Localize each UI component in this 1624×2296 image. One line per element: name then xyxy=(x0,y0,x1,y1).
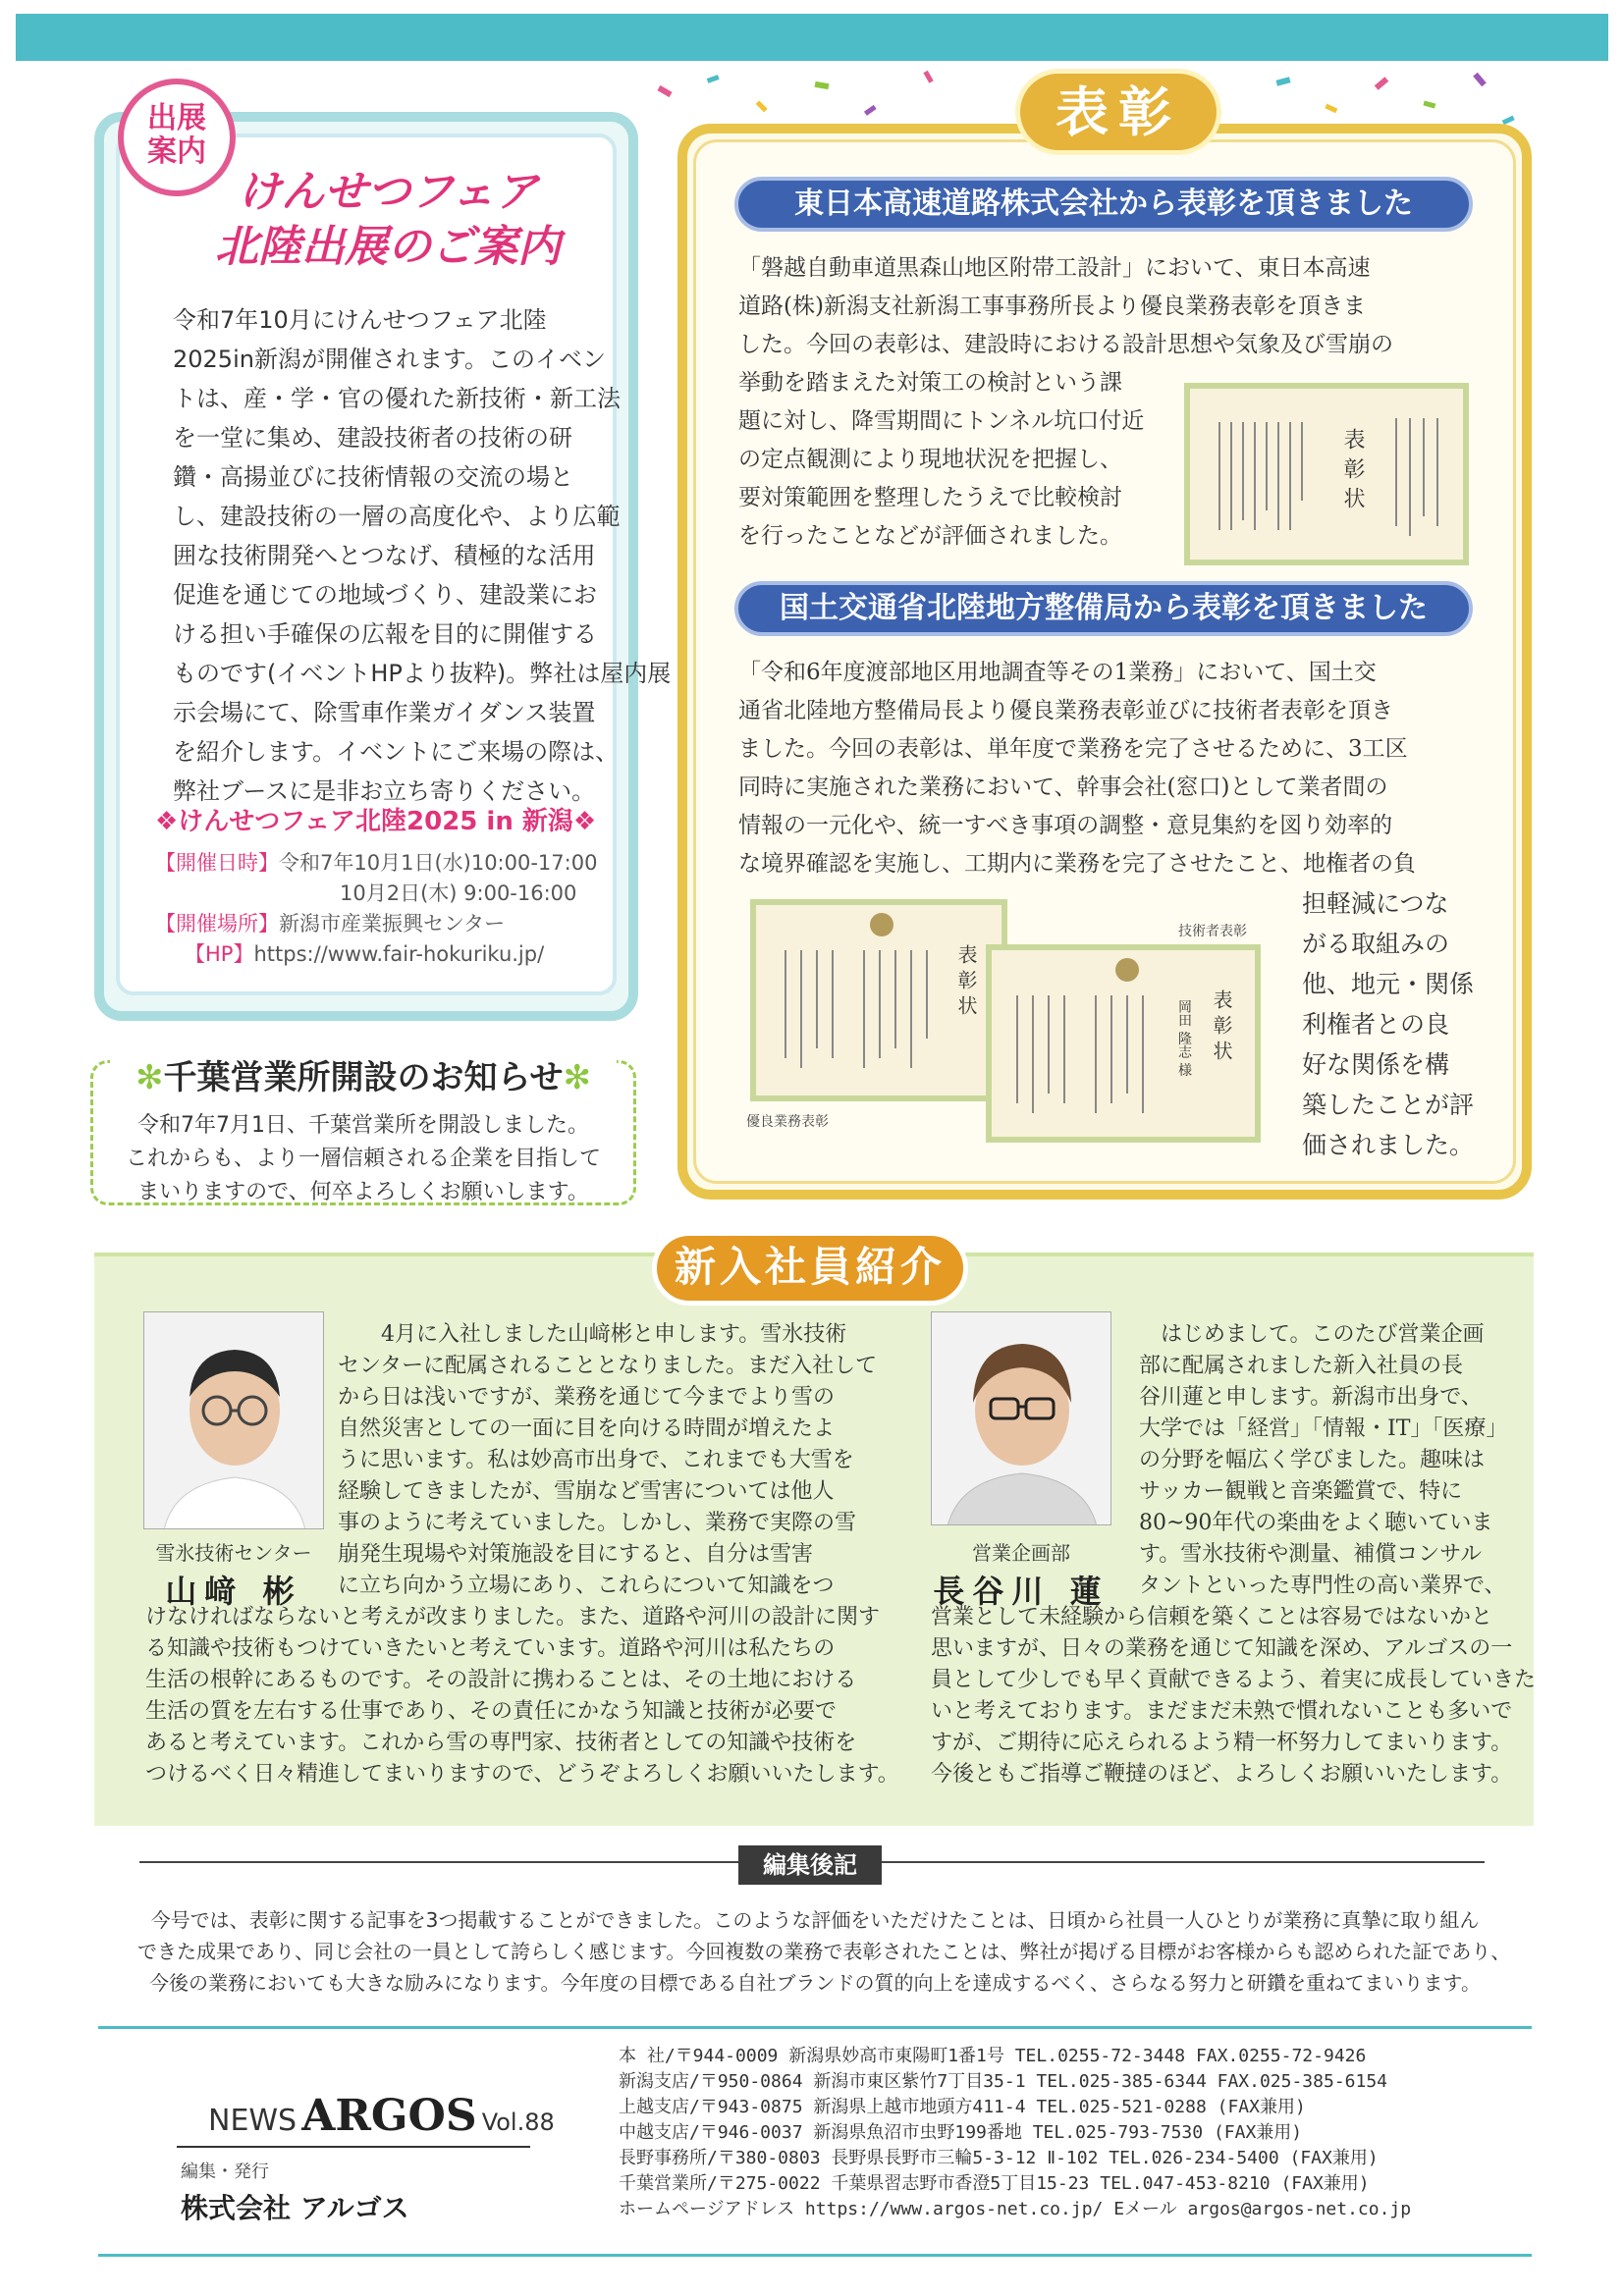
certificate-text-lines xyxy=(776,940,943,1088)
photo-hasegawa xyxy=(931,1311,1111,1525)
chiba-notice-body: 令和7年7月1日、千葉営業所を開設しました。 これからも、より一層信頼される企業を目指して まいりますので、何卒よろしくお願いします。 xyxy=(125,1113,601,1204)
award-text-nexco-cont: 挙動を踏まえた対策工の検討という課 題に対し、降雪期間にトンネル坑口付近 の定点観測により現地状況を把握し、 要対策範囲を整理したうえで比較検討 を行ったことなどが評価されました。 xyxy=(738,370,1145,549)
certificate-title: 表彰状 xyxy=(954,944,978,1021)
person-portrait-icon xyxy=(932,1312,1111,1525)
editor-label: 編集・発行 xyxy=(181,2162,269,2182)
certificate-image-nexco xyxy=(1184,383,1469,565)
award-text-nexco: 「磐越自動車道黒森山地区附帯工設計」において、東日本高速 道路(株)新潟支社新潟工事事務所長より優良業務表彰を頂きま した。今回の表彰は、建設時における設計思想や気象及び雪崩の xyxy=(738,255,1393,357)
expo-hp-link[interactable]: https://www.fair-hokuriku.jp/ xyxy=(253,942,545,966)
certificate-recipient: 岡田 隆志 様 xyxy=(1176,999,1192,1077)
intro-yamazaki-bottom: けなければならないと考えが改まりました。また、道路や河川の設計に関す る知識や技術もつけていきたいと考えています。道路や河川は私たちの 生活の根幹にあるものです。その設計に携わることは、その土地における 生活の質を左右する仕事であり、その責任にかなう知識と技術が必要で あると考えています。これから雪の専門家、技術者としての知識や技術を つけるべく日々精進してまいりますので、どうぞよろしくお願いいたします。 xyxy=(145,1605,899,1787)
intro-hasegawa-bottom: 営業として未経験から信頼を築くことは容易ではないかと 思いますが、日々の業務を通じて知識を深め、アルゴスの一 員として少しでも早く貢献できるよう、着実に成長していきた いと考えております。まだまだ未熟で慣れないことも多いで すが、ご期待に応えられるよう精一杯努力してまいります。 今後ともご指導ご鞭撻のほど、よろしくお願いいたします。 xyxy=(931,1605,1537,1787)
company-name: 株式会社 アルゴス xyxy=(181,2192,409,2224)
dept-yamazaki: 雪氷技術センター xyxy=(155,1541,312,1565)
new-employees-title: 新入社員紹介 xyxy=(652,1231,968,1306)
certificate-image-technical xyxy=(986,944,1261,1143)
caption-excellent-award: 優良業務表彰 xyxy=(746,1114,829,1130)
name-hasegawa: 長谷川 蓮 xyxy=(933,1573,1110,1610)
expo-title: けんせつフェア 北陸出展のご案内 xyxy=(215,167,561,272)
certificate-image-excellent xyxy=(750,899,1007,1101)
award-subheading-nexco: 東日本高速道路株式会社から表彰を頂きました xyxy=(734,177,1473,232)
star-icon: ✻ xyxy=(135,1058,164,1097)
award-subheading-mlit: 国土交通省北陸地方整備局から表彰を頂きました xyxy=(734,581,1473,636)
emblem-icon xyxy=(870,913,893,936)
footer-bottom-rule xyxy=(98,2254,1532,2257)
newsletter-masthead xyxy=(208,2091,555,2141)
photo-yamazaki xyxy=(143,1311,324,1529)
postscript-body: 今号では、表彰に関する記事を3つ掲載することができました。このような評価をいただけたことは、日頃から社員一人ひとりが業務に真摯に取り組ん できた成果であり、同じ会社の一員として誇らしく感じます。今回複数の業務で表彰されたことは、弊社が掲げる目標がお客様からも認められた証であり、 今後の業務においても大きな励みになります。今年度の目標である自社ブランドの質的向上を達成するべく、さらなる努力と研鑽を重ねてまいります。 xyxy=(137,1908,1511,1995)
certificate-text-lines xyxy=(1007,986,1164,1133)
certificate-text-lines xyxy=(1210,412,1327,550)
award-title: 表彰 xyxy=(1015,69,1221,155)
certificate-text-lines xyxy=(1386,408,1455,552)
star-icon: ✻ xyxy=(563,1058,591,1097)
masthead-brand: ARGOS xyxy=(301,2091,477,2141)
top-banner-bar xyxy=(16,14,1608,61)
masthead-rule xyxy=(177,2146,530,2148)
certificate-title: 表彰状 xyxy=(1340,428,1365,516)
award-text-mlit: 「令和6年度渡部地区用地調査等その1業務」において、国土交 通省北陸地方整備局長より優良業務表彰並びに技術者表彰を頂き ました。今回の表彰は、単年度で業務を完了させるために、3工区 同時に実施された業務において、幹事会社(窓口)として業者間の 情報の一元化や、統一すべき事項の調整・意見集約を図り効率的 な境界確認を実施し、工期内に業務を完了させたこと、地権者の負 xyxy=(738,660,1416,877)
expo-event-title: ❖けんせつフェア北陸2025 in 新潟❖ xyxy=(155,807,597,836)
website-email-line[interactable]: ホームページアドレス https://www.argos-net.co.jp/ Eメール argos@argos-net.co.jp xyxy=(619,2199,1412,2219)
name-yamazaki: 山﨑 彬 xyxy=(165,1573,302,1610)
dept-hasegawa: 営業企画部 xyxy=(972,1541,1070,1565)
caption-technical-award: 技術者表彰 xyxy=(1178,924,1247,939)
award-text-mlit-cont: 担軽減につな がる取組みの 他、地元・関係 利権者との良 好な関係を構 築したことが評 価されました。 xyxy=(1302,889,1475,1159)
footer-top-rule xyxy=(98,2026,1532,2029)
intro-yamazaki-top: 4月に入社しました山﨑彬と申します。雪氷技術 センターに配属されることとなりました。まだ入社して から日は浅いですが、業務を通じて今までより雪の 自然災害としての一面に目を向ける時間が増えたよ うに思います。私は妙高市出身で、これまでも大雪を 経験してきましたが、雪崩など雪害については他人 事のように考えていました。しかし、業務で実際の雪 崩発生現場や対策施設を目にすると、自分は雪害 に立ち向かう立場にあり、これらについて知識をつ xyxy=(338,1322,878,1598)
office-addresses: 本 社/〒944-0009 新潟県妙高市東陽町1番1号 TEL.0255-72-3448 FAX.0255-72-9426 新潟支店/〒950-0864 新潟市東区紫竹7丁目35-1 TEL.025-385-6344 FAX.025-385-6154 上越支店/〒943-0875 新潟県上越市地頭方411-4 TEL.025-521-0288 (FAX兼用) 中越支店/〒946-0037 新潟県魚沼市虫野199番地 TEL.025-793-7530 (FAX兼用) 長野事務所/〒380-0803 長野県長野市三輪5-3-12 Ⅱ-102 TEL.026-234-5400 (FAX兼用) 千葉営業所/〒275-0022 千葉県習志野市香澄5丁目15-23 TEL.047-453-8210 (FAX兼用) ホームページアドレス https://www.argos-net.co.jp/ Eメール argos@argos-net.co.jp xyxy=(619,2044,1532,2222)
chiba-notice-title: ✻千葉営業所開設のお知らせ✻ xyxy=(110,1050,617,1098)
intro-hasegawa-top: はじめまして。このたび営業企画 部に配属されました新入社員の長 谷川蓮と申します。新潟市出身で、 大学では「経営」「情報・IT」「医療」 の分野を幅広く学びました。趣味は サッカー観戦と音楽鑑賞で、特に 80~90年代の楽曲をよく聴いていま す。雪氷技術や測量、補償コンサル タントといった専門性の高い業界で、 xyxy=(1139,1322,1508,1598)
person-portrait-icon xyxy=(144,1312,324,1529)
expo-body: 令和7年10月にけんせつフェア北陸 2025in新潟が開催されます。このイベン トは、産・学・官の優れた新技術・新工法 を一堂に集め、建設技術者の技術の研 鑽・高揚並びに技術情報の交流の場と し、建設技術の一層の高度化や、より広範 囲な技術開発へとつなげ、積極的な活用 促進を通じての地域づくり、建設業にお ける担い手確保の広報を目的に開催する ものです(イベントHPより抜粋)。弊社は屋内展 示会場にて、除雪車作業ガイダンス装置 を紹介します。イベントにご来場の際は、 弊社ブースに是非お立ち寄りください。 xyxy=(173,306,672,805)
masthead-news: NEWS xyxy=(208,2104,298,2138)
expo-event-details: 【開催日時】令和7年10月1日(水)10:00-17:00 10月2日(木) 9:00-16:00 【開催場所】新潟市産業振興センター 【HP】https://www.fair-hokuriku.jp/ xyxy=(155,851,598,966)
expo-badge-label: 出展 案内 xyxy=(147,101,206,169)
postscript-title: 編集後記 xyxy=(738,1845,882,1885)
masthead-volume: Vol.88 xyxy=(481,2109,555,2136)
emblem-icon xyxy=(1115,958,1139,982)
certificate-title: 表彰状 xyxy=(1210,989,1233,1066)
